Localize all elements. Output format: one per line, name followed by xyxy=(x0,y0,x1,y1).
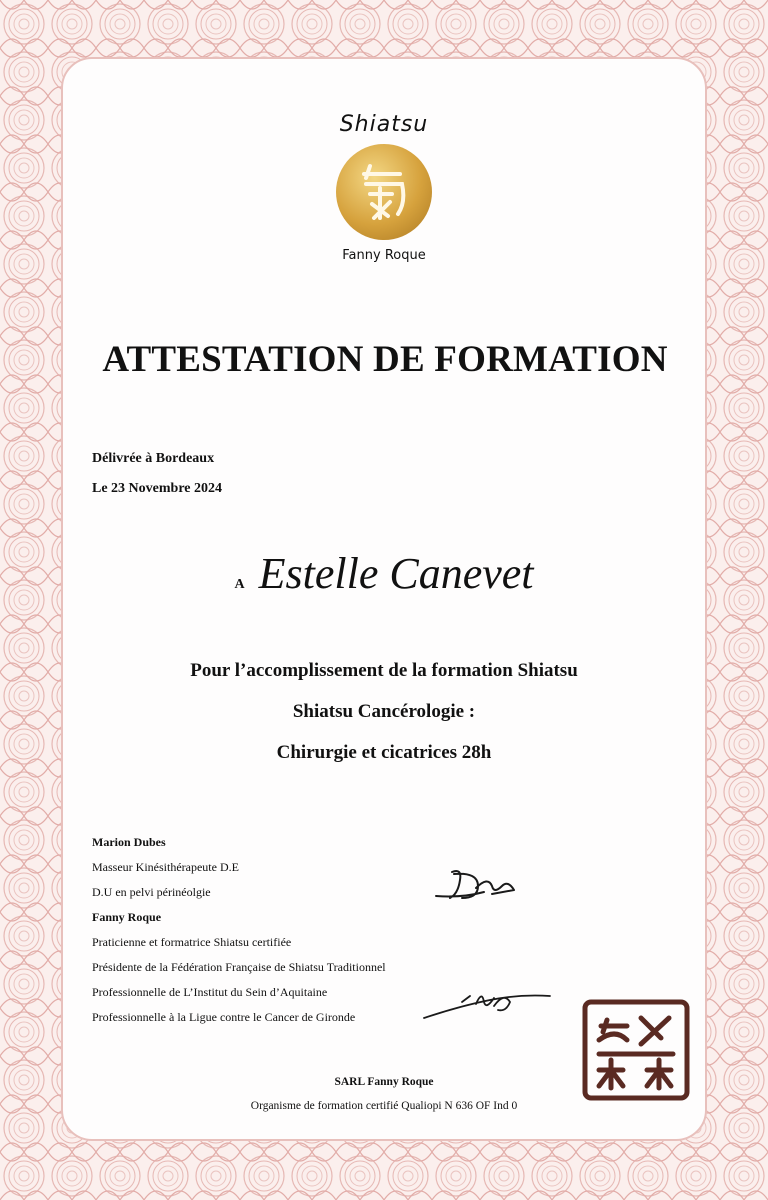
course-description xyxy=(0,650,768,773)
signer-credential: Praticienne et formatrice Shiatsu certifiée xyxy=(92,935,292,949)
logo-title: Shiatsu xyxy=(339,112,429,137)
issue-date: Le 23 Novembre 2024 xyxy=(92,481,222,496)
course-line-2: Shiatsu Cancérologie : xyxy=(292,701,476,722)
course-line-1: Pour l’accomplissement de la formation Shiatsu xyxy=(190,660,578,681)
signer-credential: Masseur Kinésithérapeute D.E xyxy=(92,860,239,874)
signer-name: Fanny Roque xyxy=(92,910,162,924)
company-name: SARL Fanny Roque xyxy=(334,1076,434,1088)
signers-block xyxy=(92,830,386,1030)
certificate-title: ATTESTATION DE FORMATION xyxy=(102,339,668,380)
issue-info xyxy=(92,444,222,504)
ki-medallion-icon xyxy=(336,144,432,240)
logo-subtitle: Fanny Roque xyxy=(342,248,426,263)
company-certification: Organisme de formation certifié Qualiopi N 636 OF Ind 0 xyxy=(250,1100,518,1112)
signer-credential: Professionnelle à la Ligue contre le Cancer de Gironde xyxy=(92,1010,356,1024)
shiatsu-logo xyxy=(300,112,468,263)
course-line-3: Chirurgie et cicatrices 28h xyxy=(276,742,492,763)
signature-marion-dubes xyxy=(432,864,524,908)
recipient-name: Estelle Canevet xyxy=(258,549,534,598)
signature-fanny-roque xyxy=(420,980,554,1026)
company-footer xyxy=(0,1070,768,1118)
signer-name: Marion Dubes xyxy=(92,835,166,849)
recipient-prefix: A xyxy=(234,577,245,592)
recipient xyxy=(0,548,768,599)
issue-place: Délivrée à Bordeaux xyxy=(92,451,215,466)
signer-credential: Professionnelle de L’Institut du Sein d’Aquitaine xyxy=(92,985,328,999)
signer-credential: D.U en pelvi périnéolgie xyxy=(92,885,211,899)
signer-credential: Présidente de la Fédération Française de Shiatsu Traditionnel xyxy=(92,960,386,974)
